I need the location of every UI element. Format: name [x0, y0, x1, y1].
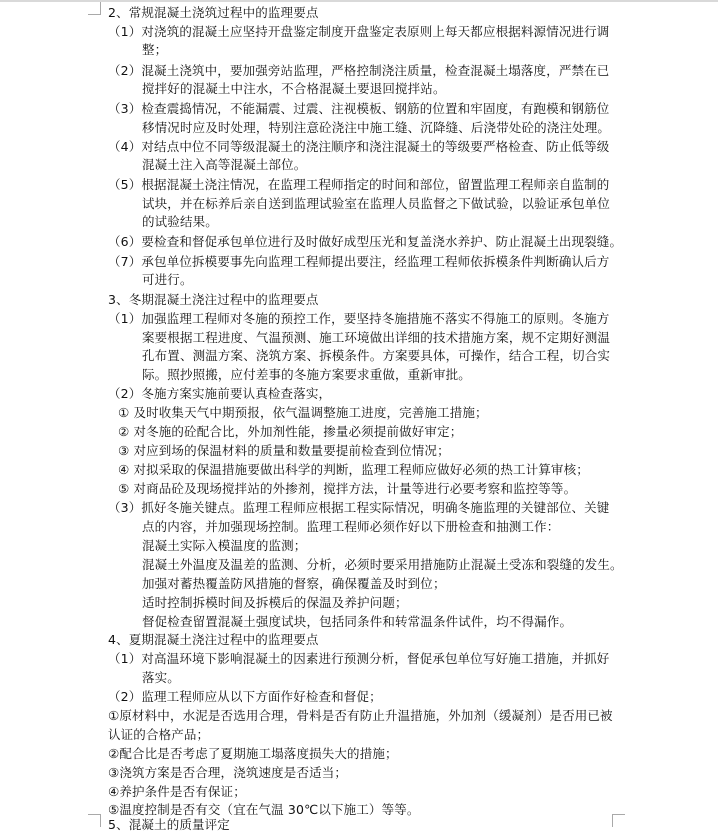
- section-heading: 5、混凝土的质量评定: [108, 817, 230, 832]
- text-line: 的试验结果。: [142, 214, 218, 229]
- text-line: （1）对高温环境下影响混凝土的因素进行预测分析，督促承包单位写好施工措施，并抓好: [108, 651, 610, 666]
- text-line: ②配合比是否考虑了夏期施工塌落度损失大的措施；: [108, 746, 398, 761]
- text-line: 混凝土注入高等混凝土部位。: [142, 157, 307, 172]
- text-line: 落实。: [142, 670, 180, 685]
- section-heading: 2、常规混凝土浇筑过程中的监理要点: [108, 5, 319, 20]
- text-line: （3）抓好冬施关键点。监理工程师应根据工程实际情况，明确冬施监理的关键部位、关键: [108, 500, 610, 515]
- text-line: 加强对蓄热覆盖防风措施的督察，确保覆盖及时到位；: [142, 576, 446, 591]
- text-line: 际。照抄照搬，应付差事的冬施方案要求重做，重新审批。: [142, 367, 471, 382]
- text-line: （5）根据混凝土浇注情况，在监理工程师指定的时间和部位，留置监理工程师亲自监制的: [108, 177, 610, 192]
- margin-mark-bottom-left: [88, 814, 101, 827]
- text-line: （6）要检查和督促承包单位进行及时做好成型压光和复盖浇水养护、防止混凝土出现裂缝。: [108, 234, 623, 249]
- text-line: 督促检查留置混凝土强度试块，包括同条件和转常温条件试件，均不得漏作。: [142, 614, 573, 629]
- text-line: 孔布置、测温方案、浇筑方案、拆模条件。方案要具体，可操作，结合工程，切合实: [142, 348, 611, 363]
- margin-mark-top-left: [88, 2, 101, 15]
- text-line: ①原材料中，水泥是否选用合理，骨料是否有防止升温措施，外加剂（缓凝剂）是否用已被: [108, 708, 613, 723]
- text-line: （1）加强监理工程师对冬施的预控工作，要坚持冬施措施不落实不得施工的原则。冬施方: [108, 311, 610, 326]
- text-line: 移情况时应及时处理，特别注意砼浇注中施工缝、沉降缝、后浇带处砼的浇注处理。: [142, 120, 611, 135]
- text-line: 点的内容，并加强现场控制。监理工程师必须作好以下册检查和抽测工作：: [142, 519, 560, 534]
- text-line: 试块，并在标养后亲自送到监理试验室在监理人员监督之下做试验，以验证承包单位: [142, 196, 611, 211]
- text-line: 适时控制拆模时间及拆模后的保温及养护问题；: [142, 595, 408, 610]
- section-heading: 3、冬期混凝土浇注过程中的监理要点: [108, 292, 319, 307]
- text-line: （2）冬施方案实施前要认真检查落实，: [108, 386, 332, 401]
- section-heading: 4、夏期混凝土浇注过程中的监理要点: [108, 632, 319, 647]
- text-line: ④ 对拟采取的保温措施要做出科学的判断，监理工程师应做好必须的热工计算审核；: [118, 462, 589, 477]
- text-line: 认证的合格产品；: [108, 727, 210, 742]
- margin-mark-bottom-right: [612, 814, 625, 827]
- text-line: ⑤ 对商品砼及现场搅拌站的外掺剂，搅拌方法，计量等进行必要考察和监控等等。: [118, 481, 577, 496]
- text-line: 混凝土实际入模温度的监测；: [142, 538, 307, 553]
- text-line: （1）对浇筑的混凝土应坚持开盘鉴定制度开盘鉴定表原则上每天都应根据料源情况进行调: [108, 24, 610, 39]
- text-line: （2）混凝土浇筑中，要加强旁站监理，严格控制浇注质量，检查混凝土塌落度，严禁在已: [108, 63, 610, 78]
- text-line: ① 及时收集天气中期预报，依气温调整施工进度，完善施工措施；: [118, 405, 488, 420]
- text-line: （3）检查震捣情况，不能漏震、过震、注视模板、钢筋的位置和牢固度，有跑模和钢筋位: [108, 101, 610, 116]
- text-line: 可进行。: [142, 272, 193, 287]
- text-line: 整；: [142, 42, 168, 57]
- page-top-edge: [0, 0, 718, 2]
- text-line: 案要根据工程进度、气温预测、施工环境做出详细的技术措施方案，规不定期好测温: [142, 330, 611, 345]
- text-line: ③ 对应到场的保温材料的质量和数量要提前检查到位情况；: [118, 443, 450, 458]
- text-line: 混凝土外温度及温差的监测、分析，必须时要采用措施防止混凝土受冻和裂缝的发生。: [142, 557, 623, 572]
- text-line: ② 对冬施的砼配合比，外加剂性能，掺量必须提前做好审定；: [118, 424, 463, 439]
- text-line: （2）监理工程师应从以下方面作好检查和督促；: [108, 689, 382, 704]
- text-line: ④养护条件是否有保证；: [108, 784, 246, 799]
- text-line: ③浇筑方案是否合理，浇筑速度是否适当；: [108, 765, 348, 780]
- text-line: （4）对结点中位不同等级混凝土的浇注顺序和浇注混凝土的等级要严格检查、防止低等级: [108, 139, 610, 154]
- text-line: 搅拌好的混凝土中注水，不合格混凝土要退回搅拌站。: [142, 81, 446, 96]
- text-line: ⑤温度控制是否有交（宜在气温 30℃以下施工）等等。: [108, 802, 420, 817]
- text-line: （7）承包单位拆模要事先向监理工程师提出要注，经监理工程师依拆模条件判断确认后方: [108, 254, 610, 269]
